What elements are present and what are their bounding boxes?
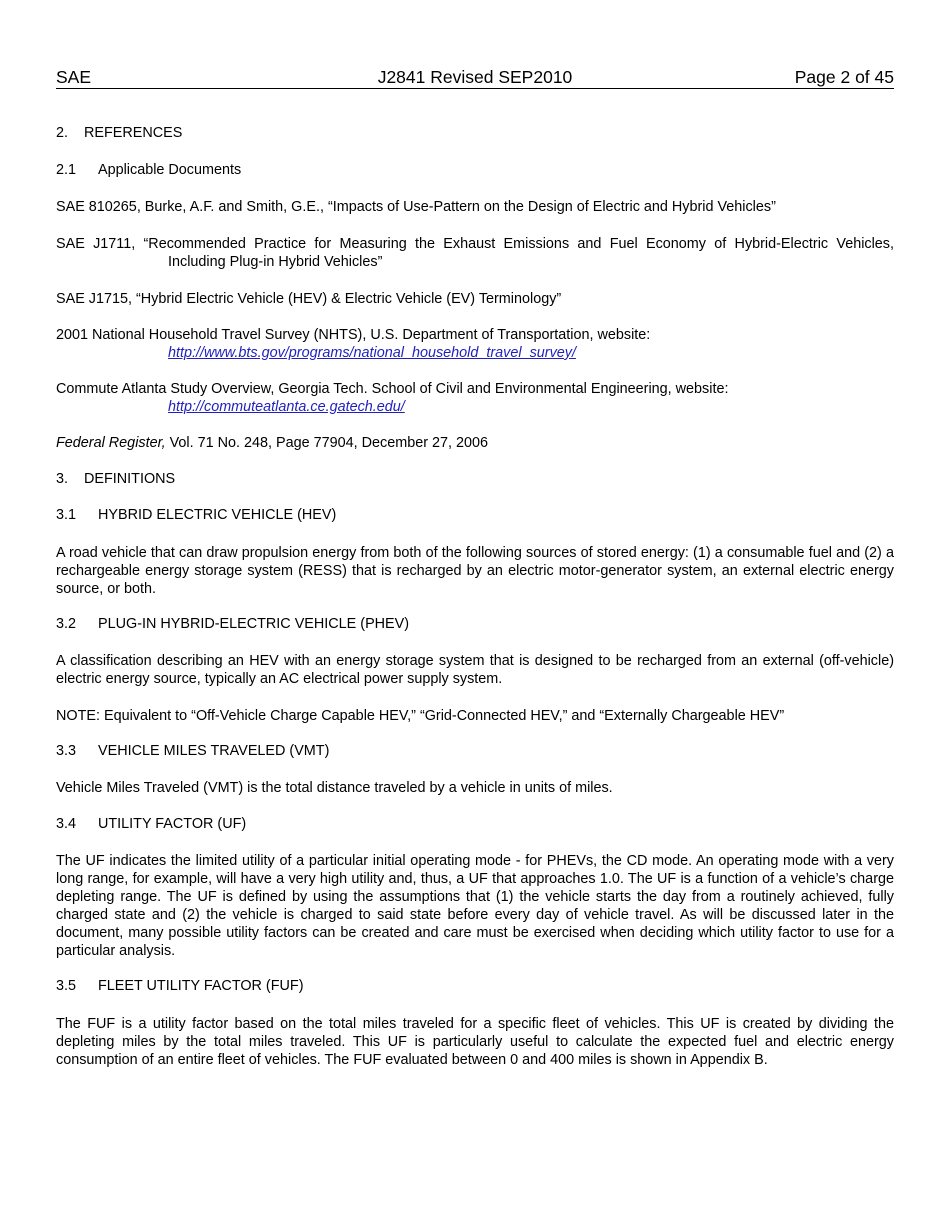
- section-title: DEFINITIONS: [84, 471, 176, 487]
- section-heading-phev: [56, 616, 409, 632]
- reference-text: Commute Atlanta Study Overview, Georgia Tech. School of Civil and Environmental Engineering, website:: [56, 381, 729, 397]
- section-number: 2.: [56, 125, 69, 141]
- definition-body: The UF indicates the limited utility of a particular initial operating mode - for PHEVs, the CD mode. An operating mode with a very long range, for example, will have a very high utility and, thus, a UF that approaches 1.0. The UF is a function of a vehicle’s charge depleting range. The UF is defined by using the assumptions that (1) the vehicle starts the day from a routinely achieved, fully charged state and (2) the vehicle is charged to said state before every day of vehicle travel. As will be discussed later in the document, many possible utility factors can be created and care must be exercised when deciding which utility factor to use for a particular analysis.: [56, 853, 894, 959]
- definition-hev: [56, 544, 894, 598]
- section-title: REFERENCES: [84, 125, 183, 141]
- section-heading-references: [56, 125, 182, 141]
- section-title: PLUG-IN HYBRID-ELECTRIC VEHICLE (PHEV): [98, 616, 410, 632]
- section-title: UTILITY FACTOR (UF): [98, 816, 247, 832]
- reference-sae-810265: [56, 198, 894, 216]
- section-heading-uf: [56, 816, 246, 832]
- definition-phev: [56, 652, 894, 688]
- section-number: 3.4: [56, 816, 77, 832]
- definition-fuf: [56, 1015, 894, 1069]
- section-title: VEHICLE MILES TRAVELED (VMT): [98, 743, 330, 759]
- section-number: 3.3: [56, 743, 77, 759]
- definition-phev-note: [56, 707, 894, 725]
- section-number: 3.: [56, 471, 69, 487]
- section-number: 2.1: [56, 162, 77, 178]
- running-header: [56, 66, 894, 89]
- nhts-website-link[interactable]: http://www.bts.gov/programs/national_household_travel_survey/: [168, 345, 576, 361]
- definition-body: The FUF is a utility factor based on the total miles traveled for a specific fleet of vehicles. This UF is created by dividing the depleting miles by the total miles traveled. This UF is particularly useful to calculate the expected fuel and electric energy consumption of an entire fleet of vehicles. The FUF evaluated between 0 and 400 miles is shown in Appendix B.: [56, 1016, 894, 1068]
- definition-vmt: [56, 779, 894, 797]
- header-doc-id: J2841 Revised SEP2010: [377, 67, 573, 87]
- commute-atlanta-website-link[interactable]: http://commuteatlanta.ce.gatech.edu/: [168, 399, 405, 415]
- section-heading-hev: [56, 507, 336, 523]
- reference-text: SAE J1711, “Recommended Practice for Measuring the Exhaust Emissions and Fuel Economy of Hybrid-Electric Vehicles, Including Plug-in Hybrid Vehicles”: [56, 236, 894, 270]
- section-heading-definitions: [56, 471, 175, 487]
- section-number: 3.1: [56, 507, 77, 523]
- reference-federal-register: [56, 434, 894, 452]
- reference-text: Vol. 71 No. 248, Page 77904, December 27, 2006: [165, 435, 489, 451]
- section-number: 3.2: [56, 616, 77, 632]
- federal-register-title: Federal Register,: [56, 435, 166, 451]
- reference-commute-atlanta: [56, 380, 894, 416]
- header-org: SAE: [56, 67, 92, 87]
- section-title: FLEET UTILITY FACTOR (FUF): [98, 978, 304, 994]
- page-header: [56, 66, 894, 89]
- definition-body: A road vehicle that can draw propulsion energy from both of the following sources of stored energy: (1) a consumable fuel and (2) a rechargeable energy storage system (RESS) that is recharged by an electric motor-generator system, an external electric energy source, or both.: [56, 545, 894, 597]
- section-heading-fuf: [56, 978, 304, 994]
- reference-text: SAE J1715, “Hybrid Electric Vehicle (HEV) & Electric Vehicle (EV) Terminology”: [56, 291, 562, 307]
- reference-nhts: [56, 326, 894, 362]
- section-title: HYBRID ELECTRIC VEHICLE (HEV): [98, 507, 337, 523]
- section-number: 3.5: [56, 978, 77, 994]
- section-title: Applicable Documents: [98, 162, 242, 178]
- reference-text: 2001 National Household Travel Survey (NHTS), U.S. Department of Transportation, website:: [56, 327, 651, 343]
- reference-text: SAE 810265, Burke, A.F. and Smith, G.E., “Impacts of Use-Pattern on the Design of Electric and Hybrid Vehicles”: [56, 199, 776, 215]
- definition-body: Vehicle Miles Traveled (VMT) is the total distance traveled by a vehicle in units of miles.: [56, 780, 613, 796]
- header-page-number: Page 2 of 45: [794, 67, 894, 87]
- note-text: NOTE: Equivalent to “Off-Vehicle Charge Capable HEV,” “Grid-Connected HEV,” and “Externally Chargeable HEV”: [56, 708, 785, 724]
- section-heading-vmt: [56, 743, 329, 759]
- reference-sae-j1711: [56, 235, 894, 271]
- section-heading-applicable-documents: [56, 162, 241, 178]
- reference-sae-j1715: [56, 290, 894, 308]
- definition-body: A classification describing an HEV with an energy storage system that is designed to be recharged from an external (off-vehicle) electric energy source, typically an AC electrical power supply system.: [56, 653, 894, 687]
- definition-uf: [56, 852, 894, 960]
